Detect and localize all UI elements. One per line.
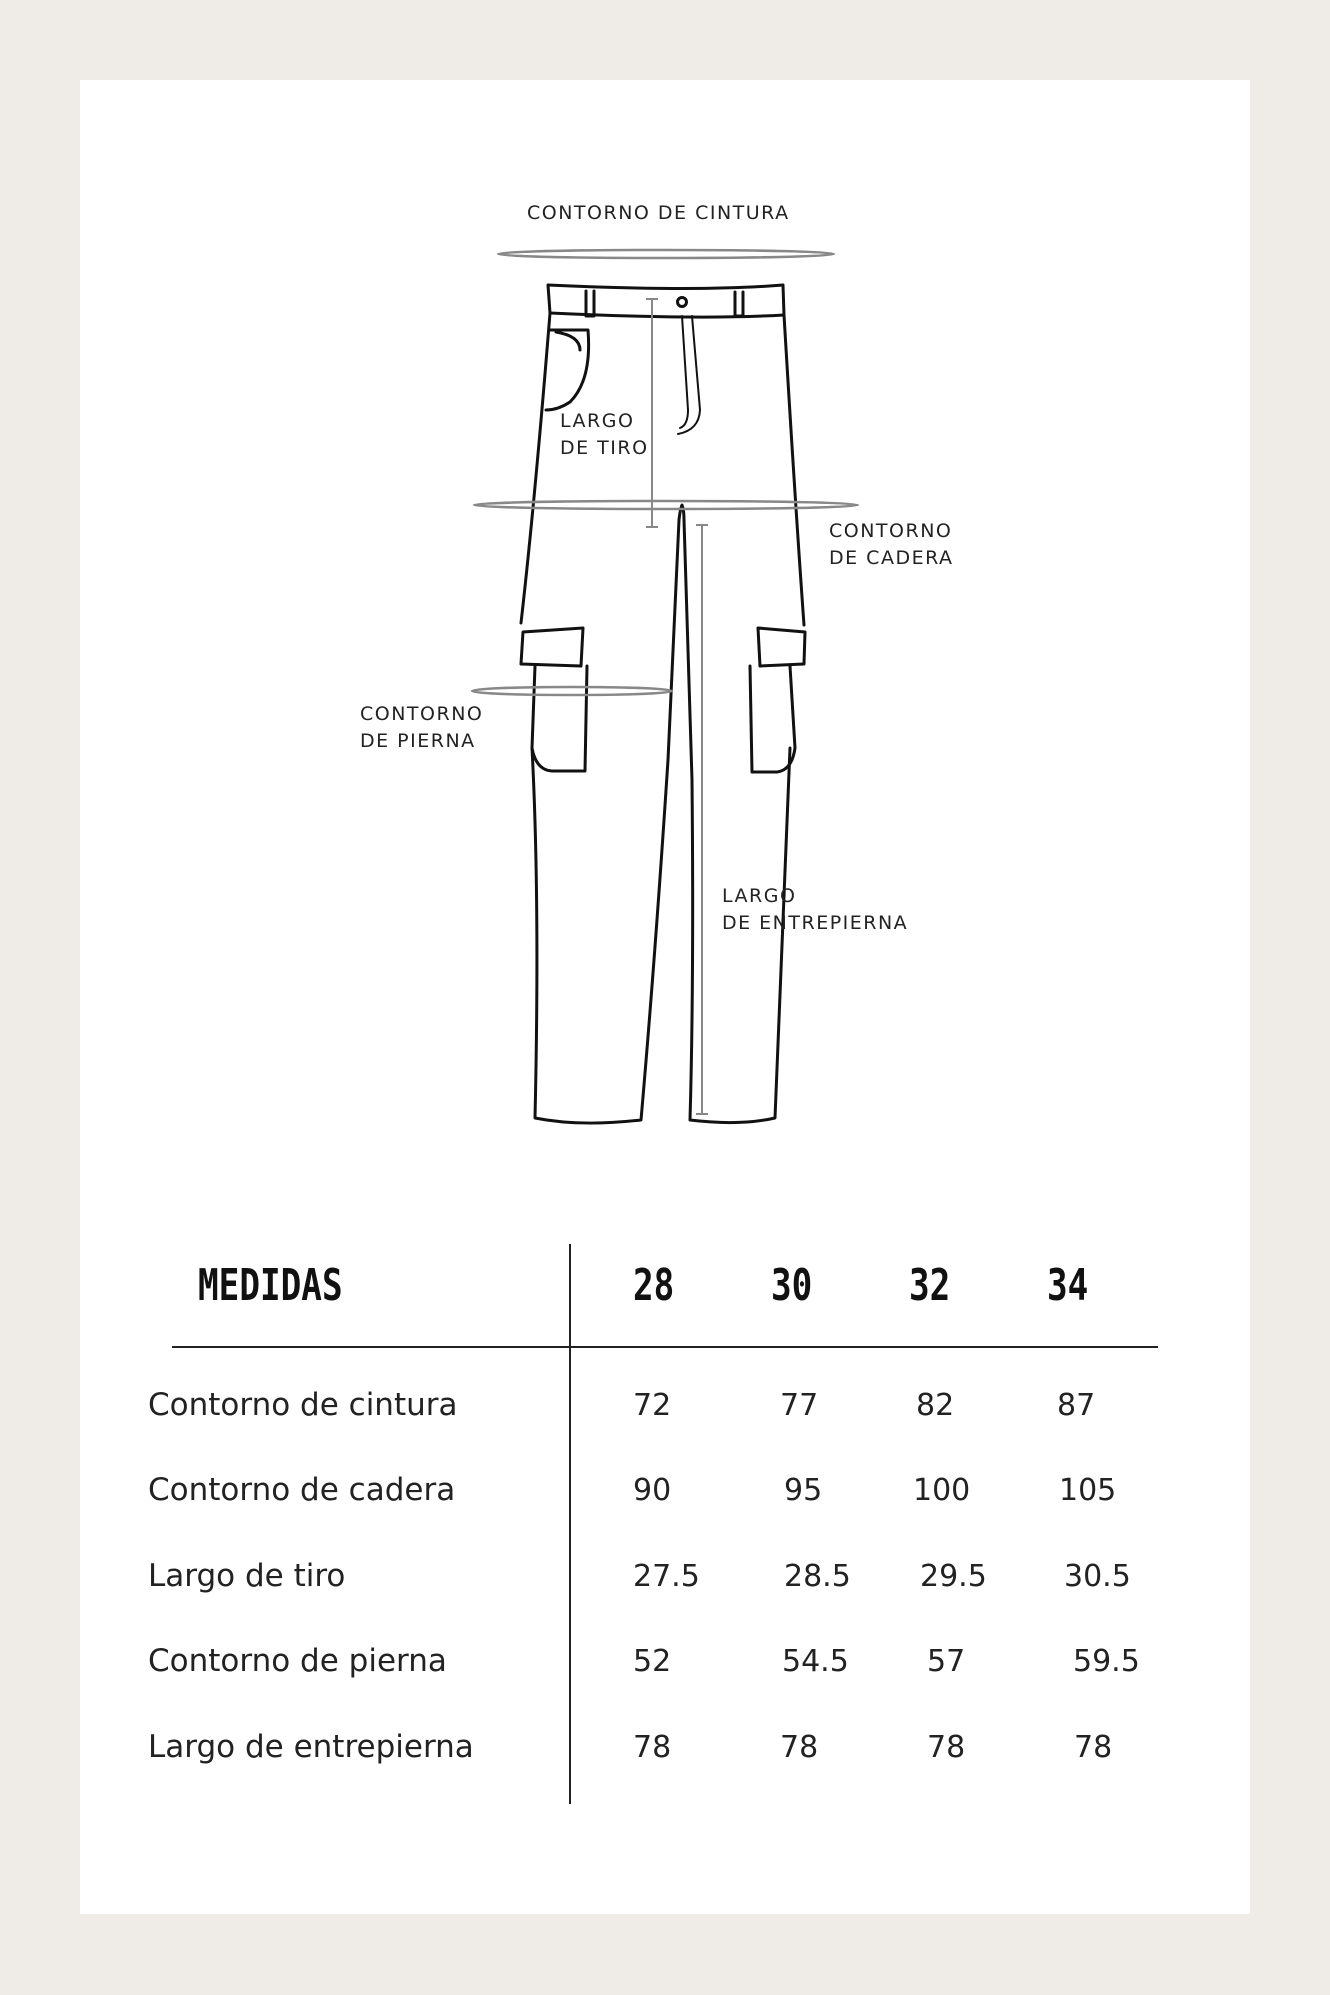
size-table: [80, 80, 1250, 1914]
table-cell: 78: [927, 1730, 966, 1765]
hip-measure-label-line1: CONTORNO: [829, 520, 953, 542]
table-cell: 82: [916, 1388, 955, 1423]
size-header: 28: [633, 1260, 675, 1311]
table-cell: 28.5: [784, 1559, 851, 1594]
table-cell: 78: [633, 1730, 672, 1765]
rise-measure-label-line1: LARGO: [560, 410, 635, 432]
row-label: Contorno de cadera: [148, 1472, 456, 1508]
leg-measure-label-line2: DE PIERNA: [360, 730, 476, 752]
row-label: Contorno de pierna: [148, 1643, 447, 1679]
table-cell: 59.5: [1073, 1644, 1140, 1679]
table-cell: 77: [780, 1388, 819, 1423]
table-cell: 78: [1074, 1730, 1113, 1765]
table-cell: 100: [913, 1473, 971, 1508]
table-cell: 57: [927, 1644, 966, 1679]
inseam-measure-label-line1: LARGO: [722, 885, 797, 907]
row-label: Largo de tiro: [148, 1558, 346, 1594]
rise-measure-label-line2: DE TIRO: [560, 437, 649, 459]
hip-measure-label-line2: DE CADERA: [829, 547, 954, 569]
table-cell: 87: [1057, 1388, 1096, 1423]
table-cell: 90: [633, 1473, 672, 1508]
table-cell: 54.5: [782, 1644, 849, 1679]
size-header: 32: [909, 1260, 951, 1311]
waist-measure-label: CONTORNO DE CINTURA: [527, 202, 790, 224]
row-label: Contorno de cintura: [148, 1387, 458, 1423]
table-cell: 29.5: [920, 1559, 987, 1594]
inseam-measure-label-line2: DE ENTREPIERNA: [722, 912, 909, 934]
table-cell: 95: [784, 1473, 823, 1508]
size-guide-card: [80, 80, 1250, 1914]
table-header-divider: [172, 1346, 1158, 1348]
size-header: 30: [771, 1260, 813, 1311]
row-label: Largo de entrepierna: [148, 1729, 474, 1765]
table-cell: 27.5: [633, 1559, 700, 1594]
size-header: 34: [1047, 1260, 1089, 1311]
table-cell: 52: [633, 1644, 672, 1679]
table-cell: 72: [633, 1388, 672, 1423]
table-header-label: MEDIDAS: [198, 1260, 343, 1311]
table-cell: 78: [780, 1730, 819, 1765]
table-vertical-divider: [569, 1244, 571, 1804]
table-cell: 30.5: [1064, 1559, 1131, 1594]
table-cell: 105: [1059, 1473, 1117, 1508]
leg-measure-label-line1: CONTORNO: [360, 703, 484, 725]
